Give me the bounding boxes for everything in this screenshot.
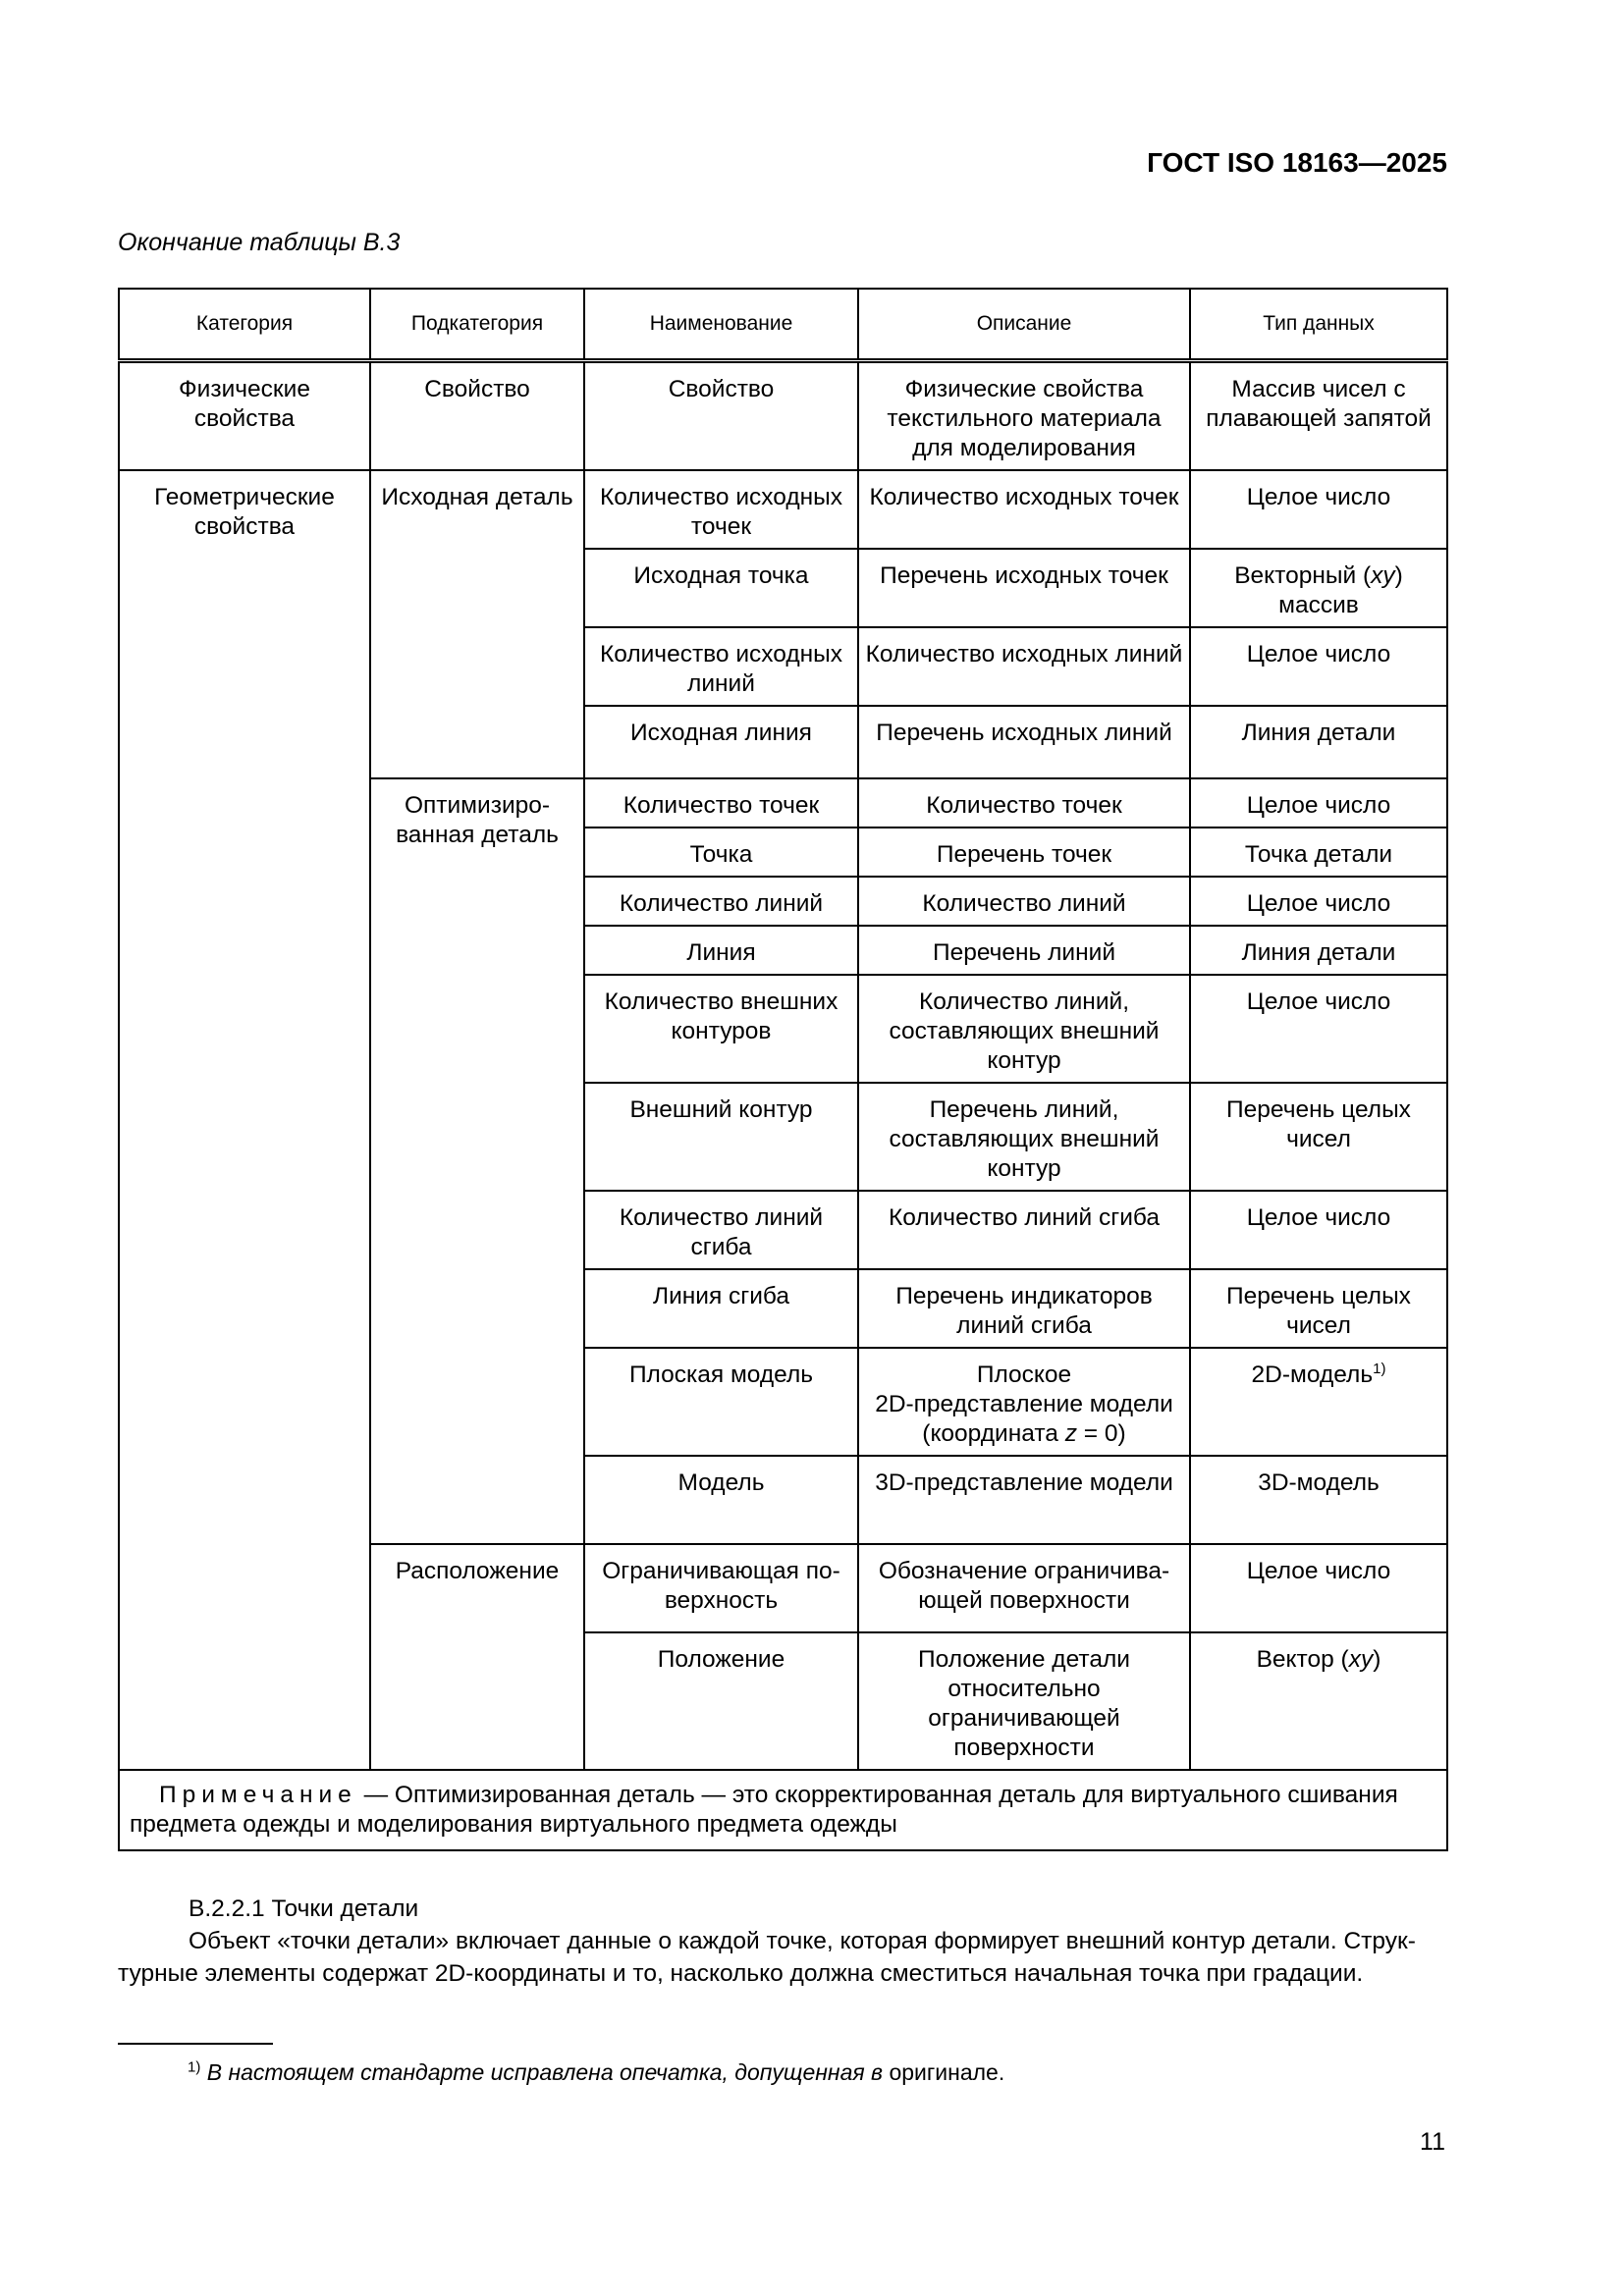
data-type-cell: Линия детали — [1190, 926, 1447, 975]
description-cell: 3D-представление модели — [858, 1456, 1190, 1544]
description-cell: Перечень точек — [858, 828, 1190, 877]
description-cell: Перечень исходных точек — [858, 549, 1190, 627]
name-cell: Плоская модель — [584, 1348, 858, 1456]
description-cell: Количество линий — [858, 877, 1190, 926]
data-type-cell: Целое число — [1190, 627, 1447, 706]
data-type-cell: Целое число — [1190, 778, 1447, 828]
table-caption: Окончание таблицы B.3 — [118, 229, 401, 256]
data-type-cell: Целое число — [1190, 1191, 1447, 1269]
data-table — [118, 288, 1448, 1851]
note-text: — Оптимизированная деталь — это скорректированная деталь для виртуального сшивания предмета одежды и моделирования виртуального предмета одежды — [130, 1782, 1398, 1838]
description-cell: Перечень линий, составляющих внешний контур — [858, 1083, 1190, 1191]
column-header-description: Описание — [858, 289, 1190, 361]
data-type-cell: Целое число — [1190, 1544, 1447, 1632]
name-cell: Внешний контур — [584, 1083, 858, 1191]
column-header-name: Наименование — [584, 289, 858, 361]
column-header-subcategory: Подкатегория — [370, 289, 584, 361]
description-cell: Положение детали относительно ограничивающей поверхности — [858, 1632, 1190, 1770]
data-type-cell: 3D-модель — [1190, 1456, 1447, 1544]
name-cell: Исходная линия — [584, 706, 858, 778]
data-type-cell: Целое число — [1190, 877, 1447, 926]
footnote-divider — [118, 2043, 273, 2045]
name-cell: Точка — [584, 828, 858, 877]
data-type-cell: Перечень целых чисел — [1190, 1269, 1447, 1348]
subcategory-cell: Свойство — [370, 361, 584, 471]
name-cell: Линия — [584, 926, 858, 975]
name-cell: Количество линий — [584, 877, 858, 926]
description-cell: Количество точек — [858, 778, 1190, 828]
type-text: 2D-модель — [1251, 1362, 1374, 1388]
description-cell: Физические свойства текстильного материала для моделирования — [858, 361, 1190, 471]
data-type-cell: Целое число — [1190, 470, 1447, 549]
name-cell: Положение — [584, 1632, 858, 1770]
page-number: 11 — [1420, 2128, 1445, 2156]
name-cell: Количество внешних контуров — [584, 975, 858, 1083]
name-cell: Количество исходных линий — [584, 627, 858, 706]
name-cell: Количество линий сгиба — [584, 1191, 858, 1269]
data-type-cell: Массив чисел с плавающей запятой — [1190, 361, 1447, 471]
data-type-cell: Точка детали — [1190, 828, 1447, 877]
table-note-row — [119, 1770, 1447, 1850]
type-italic-text: xy — [1348, 1646, 1374, 1673]
data-type-cell: Целое число — [1190, 975, 1447, 1083]
name-cell: Ограничивающая по-верхность — [584, 1544, 858, 1632]
name-cell: Свойство — [584, 361, 858, 471]
footnote — [188, 2059, 1004, 2086]
description-cell: Перечень индикаторов линий сгиба — [858, 1269, 1190, 1348]
data-type-cell — [1190, 549, 1447, 627]
column-header-data-type: Тип данных — [1190, 289, 1447, 361]
description-cell: Обозначение ограничива-ющей поверхности — [858, 1544, 1190, 1632]
table-row — [119, 361, 1447, 471]
section-heading: В.2.2.1 Точки детали — [189, 1896, 419, 1922]
name-cell: Количество точек — [584, 778, 858, 828]
footnote-italic-text: В настоящем стандарте исправлена опечатка, допущенная в — [200, 2059, 884, 2085]
category-cell: Физические свойства — [119, 361, 370, 471]
description-text: Плоское — [976, 1362, 1072, 1388]
name-cell: Линия сгиба — [584, 1269, 858, 1348]
data-type-cell — [1190, 1632, 1447, 1770]
section-body — [118, 1893, 1446, 1990]
description-cell: Количество исходных линий — [858, 627, 1190, 706]
note-label: Примечание — [159, 1782, 357, 1808]
table-row — [119, 470, 1447, 549]
type-text: Векторный ( — [1234, 562, 1372, 589]
description-italic-text: z — [1064, 1420, 1077, 1447]
description-cell: Количество исходных точек — [858, 470, 1190, 549]
name-cell: Количество исходных точек — [584, 470, 858, 549]
category-cell: Геометрические свойства — [119, 470, 370, 1770]
type-italic-text: xy — [1371, 562, 1395, 589]
table-header-row — [119, 289, 1447, 361]
type-text: ) — [1373, 1646, 1381, 1673]
description-text: 2D-представление модели — [875, 1391, 1173, 1417]
name-cell: Модель — [584, 1456, 858, 1544]
footnote-reference: 1) — [1373, 1360, 1386, 1377]
subcategory-cell: Расположение — [370, 1544, 584, 1770]
document-code-header: ГОСТ ISO 18163—2025 — [1147, 147, 1447, 178]
data-type-cell: Перечень целых чисел — [1190, 1083, 1447, 1191]
description-cell: Количество линий сгиба — [858, 1191, 1190, 1269]
section-paragraph: Объект «точки детали» включает данные о каждой точке, которая формирует внешний контур детали. Струк-турные элементы содержат 2D-координаты и то, насколько должна сместиться начальная точка при градации. — [118, 1928, 1416, 1987]
type-text: ) массив — [1278, 562, 1403, 618]
footnote-mark: 1) — [188, 2058, 201, 2076]
type-text: Вектор ( — [1256, 1646, 1349, 1673]
description-cell: Перечень исходных линий — [858, 706, 1190, 778]
footnote-text: оригинале. — [883, 2059, 1005, 2085]
description-cell — [858, 1348, 1190, 1456]
data-type-cell — [1190, 1348, 1447, 1456]
description-text: (координата — [922, 1420, 1065, 1447]
subcategory-cell: Исходная деталь — [370, 470, 584, 778]
description-cell: Количество линий, составляющих внешний контур — [858, 975, 1190, 1083]
column-header-category: Категория — [119, 289, 370, 361]
name-cell: Исходная точка — [584, 549, 858, 627]
table-note — [119, 1770, 1447, 1850]
subcategory-cell: Оптимизиро-ванная деталь — [370, 778, 584, 1544]
data-type-cell: Линия детали — [1190, 706, 1447, 778]
description-text: = 0) — [1076, 1420, 1126, 1447]
description-cell: Перечень линий — [858, 926, 1190, 975]
